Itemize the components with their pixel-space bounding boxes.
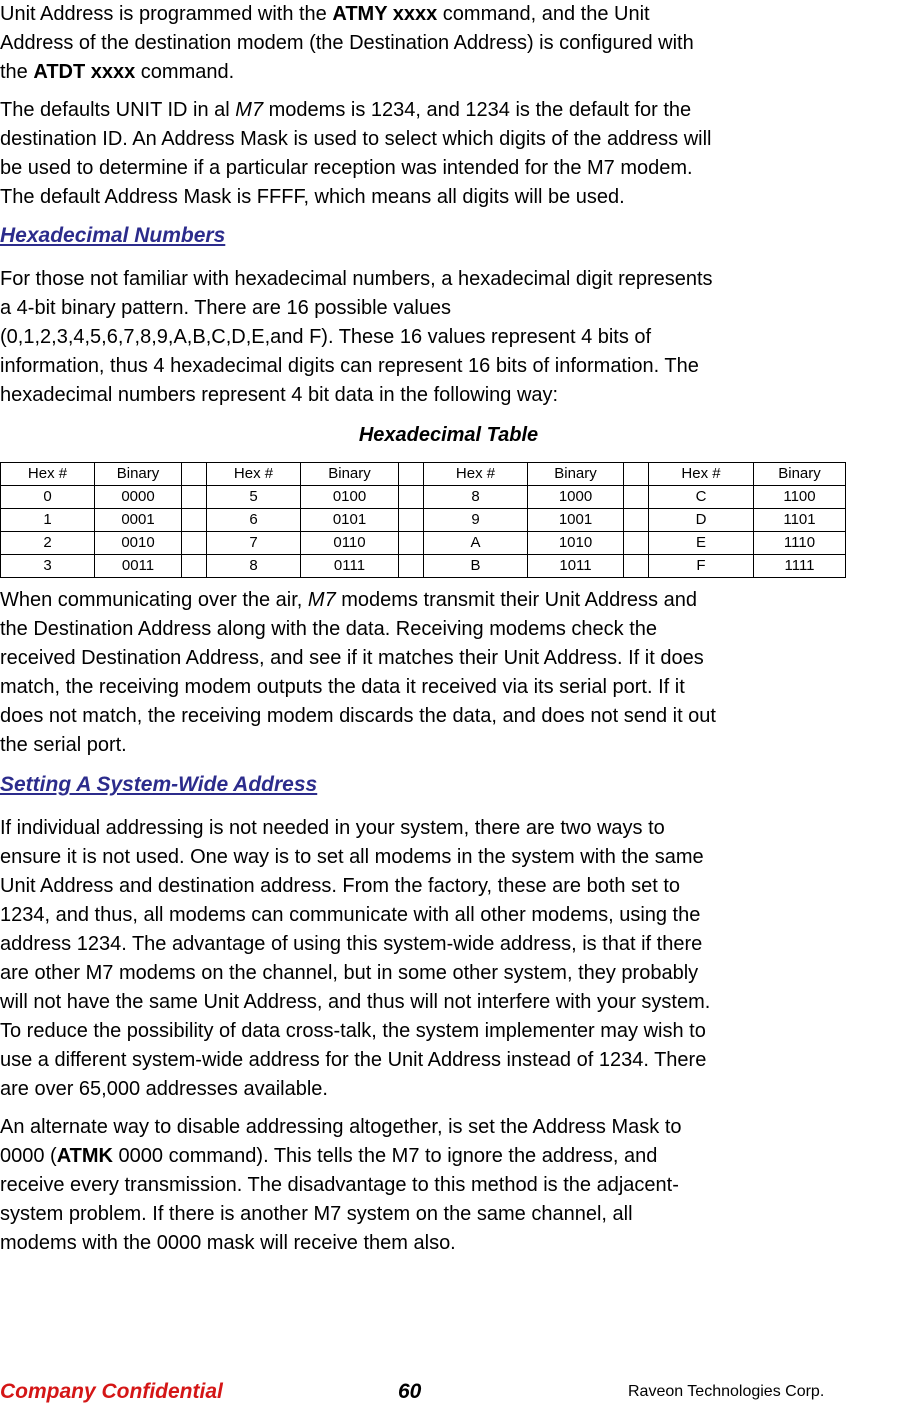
footer-company: Raveon Technologies Corp. — [628, 1383, 825, 1400]
paragraph-defaults: The defaults UNIT ID in al M7 modems is 1234, and 1234 is the default for the destination ID. An Address Mask is used to select which digits of the address will be used to determine if a particular reception was intended for the M7 modem. The default Address Mask is FFFF, which means all digits will be used. — [0, 99, 712, 208]
paragraph-over-the-air: When communicating over the air, M7 modems transmit their Unit Address and the Destination Address along with the data. Receiving modems check the received Destination Address, and see if it matches their Unit Address. If it does match, the receiving modem outputs the data it received via its serial port. If it does not match, the receiving modem discards the data, and does not send it out the serial port. — [0, 589, 716, 756]
hex-table — [0, 462, 846, 578]
heading-system-wide-address: Setting A System-Wide Address — [0, 773, 318, 796]
hex-table-header: Hex # Binary Hex # Binary Hex # Binary Hex # Binary — [1, 463, 846, 486]
paragraph-hex-explanation: For those not familiar with hexadecimal numbers, a hexadecimal digit represents a 4-bit binary pattern. There are 16 possible values (0,1,2,3,4,5,6,7,8,9,A,B,C,D,E,and F). These 16 values represent 4 bits of information, thus 4 hexadecimal digits can represent 16 bits of information. The hexadecimal numbers represent 4 bit data in the following way: — [0, 268, 713, 406]
table-row: 1 0001 6 0101 9 1001 D 1101 — [1, 509, 846, 532]
page-number: 60 — [398, 1380, 422, 1403]
table-row: 2 0010 7 0110 A 1010 E 1110 — [1, 532, 846, 555]
page-footer — [0, 1380, 897, 1406]
hex-table-title: Hexadecimal Table — [358, 424, 539, 446]
table-row: 3 0011 8 0111 B 1011 F 1111 — [1, 555, 846, 578]
heading-hexadecimal-numbers: Hexadecimal Numbers — [0, 224, 226, 247]
footer-confidential: Company Confidential — [0, 1380, 223, 1403]
paragraph-address-mask: An alternate way to disable addressing altogether, is set the Address Mask to 0000 (ATMK 0000 command). This tells the M7 to ignore the address, and receive every transmission. The disadvantage to this method is the adjacent- system problem. If there is another M7 system on the same channel, all modems with the 0000 mask will receive them also. — [0, 1116, 682, 1254]
paragraph-unit-address: Unit Address is programmed with the ATMY xxxx command, and the Unit Address of the destination modem (the Destination Address) is configured with the ATDT xxxx command. — [0, 3, 694, 83]
table-row: 0 0000 5 0100 8 1000 C 1100 — [1, 486, 846, 509]
paragraph-system-wide: If individual addressing is not needed in your system, there are two ways to ensure it is not used. One way is to set all modems in the system with the same Unit Address and destination address. From the factory, these are both set to 1234, and thus, all modems can communicate with all other modems, using the address 1234. The advantage of using this system-wide address, is that if there are other M7 modems on the channel, but in some other system, they probably will not have the same Unit Address, and thus will not interfere with your system. To reduce the possibility of data cross-talk, the system implementer may wish to use a different system-wide address for the Unit Address instead of 1234. There are over 65,000 addresses available. — [0, 817, 711, 1100]
